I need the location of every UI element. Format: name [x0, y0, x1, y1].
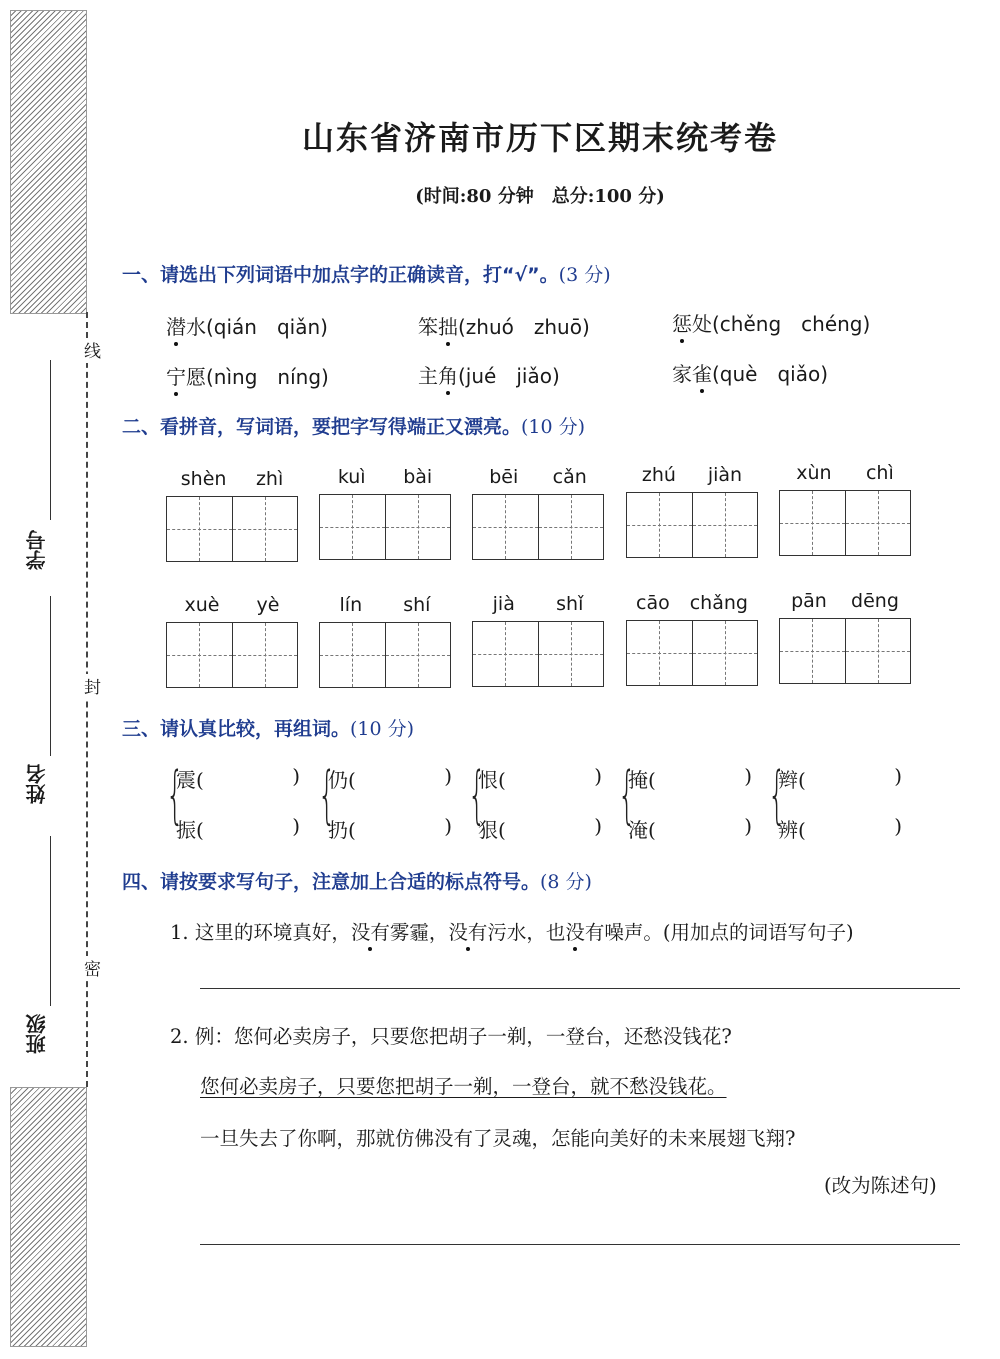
tianzige-boxes[interactable] — [472, 494, 604, 560]
exam-subtitle: (时间:80 分钟 总分:100 分) — [415, 186, 665, 207]
section-2-title: 二、看拼音，写词语，要把字写得端正又漂亮。(10 分) — [122, 416, 586, 438]
instruction: (改为陈述句) — [824, 1174, 937, 1197]
compare-row: 振( ) — [176, 814, 300, 842]
compare-pair — [166, 758, 300, 842]
brace-icon: { — [468, 758, 486, 831]
tianzige-boxes[interactable] — [319, 622, 451, 688]
pinyin-writing-cell — [626, 592, 758, 686]
name-line[interactable] — [50, 596, 51, 756]
compare-pair — [768, 758, 902, 842]
pinyin-writing-cell — [472, 593, 604, 687]
brace-icon: { — [318, 758, 336, 831]
pinyin-writing-cell — [319, 466, 451, 560]
compare-row: 恨( ) — [478, 764, 602, 792]
compare-pair — [318, 758, 452, 842]
pinyin-label: zhú jiàn — [641, 464, 743, 486]
dotted-word: 没有 — [448, 921, 488, 944]
pinyin-writing-cell — [626, 464, 758, 558]
pinyin-writing-cell — [319, 594, 451, 688]
compare-row: 震( ) — [176, 764, 300, 792]
tianzige-boxes[interactable] — [779, 490, 911, 556]
student-id-line[interactable] — [50, 360, 51, 520]
brace-icon: { — [618, 758, 636, 831]
tianzige-boxes[interactable] — [779, 618, 911, 684]
q1-item: 主角(jué jiǎo) — [418, 364, 560, 388]
bind-mark-feng: 封 — [78, 674, 103, 699]
answer-line-1[interactable] — [200, 988, 960, 989]
tianzige-boxes[interactable] — [626, 492, 758, 558]
q1-item: 惩处(chěng chéng) — [672, 312, 871, 336]
compare-row: 淹( ) — [628, 814, 752, 842]
pinyin-label: xuè yè — [184, 594, 280, 616]
tianzige-boxes[interactable] — [319, 494, 451, 560]
instruction: (用加点的词语写句子) — [662, 921, 854, 944]
brace-icon: { — [166, 758, 184, 831]
answer-line-2[interactable] — [200, 1244, 960, 1245]
compare-row: 仍( ) — [328, 764, 452, 792]
name-label: 姓名 — [25, 764, 49, 804]
pinyin-writing-cell — [166, 468, 298, 562]
q1-item: 笨拙(zhuó zhuō) — [418, 315, 590, 339]
compare-row: 掩( ) — [628, 764, 752, 792]
sentence-2-task: 一旦失去了你啊，那就仿佛没有了灵魂，怎能向美好的未来展翅飞翔? — [200, 1127, 796, 1150]
brace-icon: { — [768, 758, 786, 831]
section-3-title: 三、请认真比较，再组词。(10 分) — [122, 718, 415, 740]
compare-row: 扔( ) — [328, 814, 452, 842]
compare-row: 辨( ) — [778, 814, 902, 842]
example-answer: 您何必卖房子，只要您把胡子一剃，一登台，就不愁没钱花。 — [200, 1075, 727, 1098]
pinyin-writing-cell — [166, 594, 298, 688]
compare-pair — [618, 758, 752, 842]
dotted-word: 也没有 — [545, 921, 605, 944]
class-line[interactable] — [50, 836, 51, 1006]
pinyin-label: pān dēng — [791, 590, 899, 612]
q1-item: 家雀(què qiǎo) — [672, 362, 829, 386]
tianzige-boxes[interactable] — [626, 620, 758, 686]
pinyin-label: bēi cǎn — [489, 466, 587, 488]
pinyin-writing-cell — [779, 462, 911, 556]
pinyin-label: cāo chǎng — [636, 592, 748, 614]
compare-pair — [468, 758, 602, 842]
exam-title: 山东省济南市历下区期末统考卷 — [301, 119, 778, 157]
pinyin-label: shèn zhì — [180, 468, 284, 490]
section-1-title: 一、请选出下列词语中加点字的正确读音，打“√”。(3 分) — [122, 264, 611, 286]
bind-mark-xian: 线 — [78, 338, 103, 363]
sentence-2-example: 2. 例：您何必卖房子，只要您把胡子一剃，一登台，还愁没钱花? — [170, 1025, 732, 1048]
pinyin-label: jià shǐ — [492, 593, 584, 615]
class-label: 班级 — [25, 1014, 49, 1054]
pinyin-writing-cell — [472, 466, 604, 560]
sentence-1: 1. 这里的环境真好，没有雾霾，没有污水，也没有噪声。(用加点的词语写句子) — [170, 921, 854, 944]
tianzige-boxes[interactable] — [166, 622, 298, 688]
q1-item: 宁愿(nìng níng) — [166, 365, 329, 389]
tianzige-boxes[interactable] — [472, 621, 604, 687]
compare-row: 狠( ) — [478, 814, 602, 842]
pinyin-label: kuì bài — [337, 466, 433, 488]
student-id-label: 学号 — [25, 530, 49, 570]
q1-item: 潜水(qián qiǎn) — [166, 315, 328, 339]
pinyin-writing-cell — [779, 590, 911, 684]
tianzige-boxes[interactable] — [166, 496, 298, 562]
hatched-border-bottom — [10, 1087, 87, 1347]
section-4-title: 四、请按要求写句子，注意加上合适的标点符号。(8 分) — [122, 871, 592, 893]
bind-mark-mi: 密 — [78, 956, 103, 981]
pinyin-label: xùn chì — [796, 462, 894, 484]
pinyin-label: lín shí — [339, 594, 431, 616]
dotted-word: 没有 — [350, 921, 390, 944]
hatched-border-top — [10, 10, 87, 314]
compare-row: 辫( ) — [778, 764, 902, 792]
